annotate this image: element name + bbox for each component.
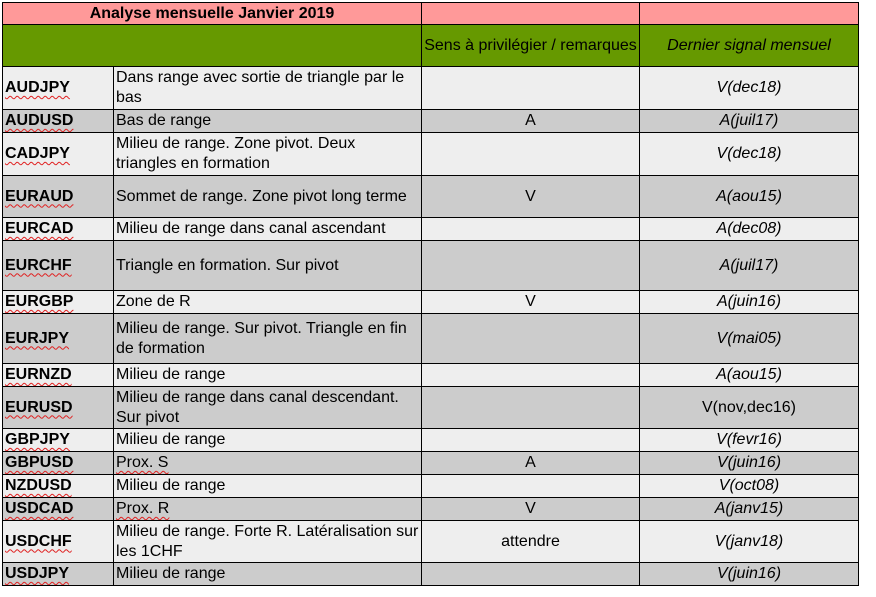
pair-cell[interactable]: EURGBP — [3, 291, 114, 314]
table-row — [3, 291, 859, 314]
sens-cell[interactable] — [422, 218, 640, 241]
comment-cell[interactable]: Milieu de range dans canal descendant. Sur pivot — [114, 387, 422, 429]
header-sens[interactable]: Sens à privilégier / remarques — [422, 25, 640, 67]
pair-cell[interactable]: AUDUSD — [3, 110, 114, 133]
pair-cell[interactable]: USDCAD — [3, 498, 114, 521]
sheet-title[interactable]: Analyse mensuelle Janvier 2019 — [3, 3, 422, 25]
sens-cell[interactable] — [422, 133, 640, 176]
header-empty-cell[interactable] — [3, 25, 422, 67]
table-row — [3, 387, 859, 429]
comment-cell[interactable]: Prox. R — [114, 498, 422, 521]
signal-cell[interactable]: V(dec18) — [640, 67, 859, 110]
pair-cell[interactable]: EURCAD — [3, 218, 114, 241]
signal-cell[interactable]: V(mai05) — [640, 314, 859, 364]
sens-cell[interactable]: V — [422, 498, 640, 521]
table-row — [3, 176, 859, 218]
signal-cell[interactable]: V(juin16) — [640, 452, 859, 475]
header-row — [3, 25, 859, 67]
table-row — [3, 498, 859, 521]
pair-cell[interactable]: EURCHF — [3, 241, 114, 291]
comment-cell[interactable]: Milieu de range dans canal ascendant — [114, 218, 422, 241]
comment-cell[interactable]: Milieu de range — [114, 475, 422, 498]
signal-cell[interactable]: V(oct08) — [640, 475, 859, 498]
pair-cell[interactable]: NZDUSD — [3, 475, 114, 498]
title-empty-cell-4[interactable] — [640, 3, 859, 25]
comment-cell[interactable]: Milieu de range. Zone pivot. Deux triangles en formation — [114, 133, 422, 176]
table-row — [3, 67, 859, 110]
pair-cell[interactable]: EURUSD — [3, 387, 114, 429]
table-row — [3, 133, 859, 176]
table-row — [3, 452, 859, 475]
table-row — [3, 521, 859, 563]
pair-cell[interactable]: GBPJPY — [3, 429, 114, 452]
comment-cell[interactable]: Dans range avec sortie de triangle par le bas — [114, 67, 422, 110]
signal-cell[interactable]: V(fevr16) — [640, 429, 859, 452]
table-row — [3, 429, 859, 452]
table-row — [3, 110, 859, 133]
signal-cell[interactable]: A(juin16) — [640, 291, 859, 314]
signal-cell[interactable]: A(juil17) — [640, 241, 859, 291]
signal-cell[interactable]: V(nov,dec16) — [640, 387, 859, 429]
comment-cell[interactable]: Milieu de range. Sur pivot. Triangle en fin de formation — [114, 314, 422, 364]
sens-cell[interactable] — [422, 241, 640, 291]
comment-cell[interactable]: Milieu de range — [114, 429, 422, 452]
pair-cell[interactable]: CADJPY — [3, 133, 114, 176]
sens-cell[interactable] — [422, 387, 640, 429]
signal-cell[interactable]: V(dec18) — [640, 133, 859, 176]
signal-cell[interactable]: A(aou15) — [640, 176, 859, 218]
pair-cell[interactable]: USDJPY — [3, 563, 114, 586]
signal-cell[interactable]: A(janv15) — [640, 498, 859, 521]
sens-cell[interactable] — [422, 475, 640, 498]
comment-cell[interactable]: Milieu de range — [114, 364, 422, 387]
sens-cell[interactable] — [422, 364, 640, 387]
sens-cell[interactable] — [422, 429, 640, 452]
table-row — [3, 314, 859, 364]
comment-cell[interactable]: Milieu de range — [114, 563, 422, 586]
pair-cell[interactable]: EURNZD — [3, 364, 114, 387]
sens-cell[interactable] — [422, 67, 640, 110]
title-empty-cell-3[interactable] — [422, 3, 640, 25]
comment-cell[interactable]: Triangle en formation. Sur pivot — [114, 241, 422, 291]
pair-cell[interactable]: EURAUD — [3, 176, 114, 218]
signal-cell[interactable]: A(aou15) — [640, 364, 859, 387]
sens-cell[interactable]: V — [422, 291, 640, 314]
sens-cell[interactable]: A — [422, 452, 640, 475]
pair-cell[interactable]: AUDJPY — [3, 67, 114, 110]
signal-cell[interactable]: A(juil17) — [640, 110, 859, 133]
title-row — [3, 3, 859, 25]
header-dernier-signal[interactable]: Dernier signal mensuel — [640, 25, 859, 67]
comment-cell[interactable]: Sommet de range. Zone pivot long terme — [114, 176, 422, 218]
table-row — [3, 475, 859, 498]
comment-cell[interactable]: Zone de R — [114, 291, 422, 314]
sens-cell[interactable] — [422, 314, 640, 364]
table-row — [3, 218, 859, 241]
sens-cell[interactable] — [422, 563, 640, 586]
pair-cell[interactable]: GBPUSD — [3, 452, 114, 475]
comment-cell[interactable]: Milieu de range. Forte R. Latéralisation sur les 1CHF — [114, 521, 422, 563]
sens-cell[interactable]: A — [422, 110, 640, 133]
signal-cell[interactable]: A(dec08) — [640, 218, 859, 241]
table-row — [3, 364, 859, 387]
pair-cell[interactable]: EURJPY — [3, 314, 114, 364]
analysis-table — [2, 2, 859, 586]
comment-cell[interactable]: Bas de range — [114, 110, 422, 133]
signal-cell[interactable]: V(janv18) — [640, 521, 859, 563]
pair-cell[interactable]: USDCHF — [3, 521, 114, 563]
sens-cell[interactable]: V — [422, 176, 640, 218]
table-row — [3, 563, 859, 586]
comment-cell[interactable]: Prox. S — [114, 452, 422, 475]
sens-cell[interactable]: attendre — [422, 521, 640, 563]
signal-cell[interactable]: V(juin16) — [640, 563, 859, 586]
table-row — [3, 241, 859, 291]
